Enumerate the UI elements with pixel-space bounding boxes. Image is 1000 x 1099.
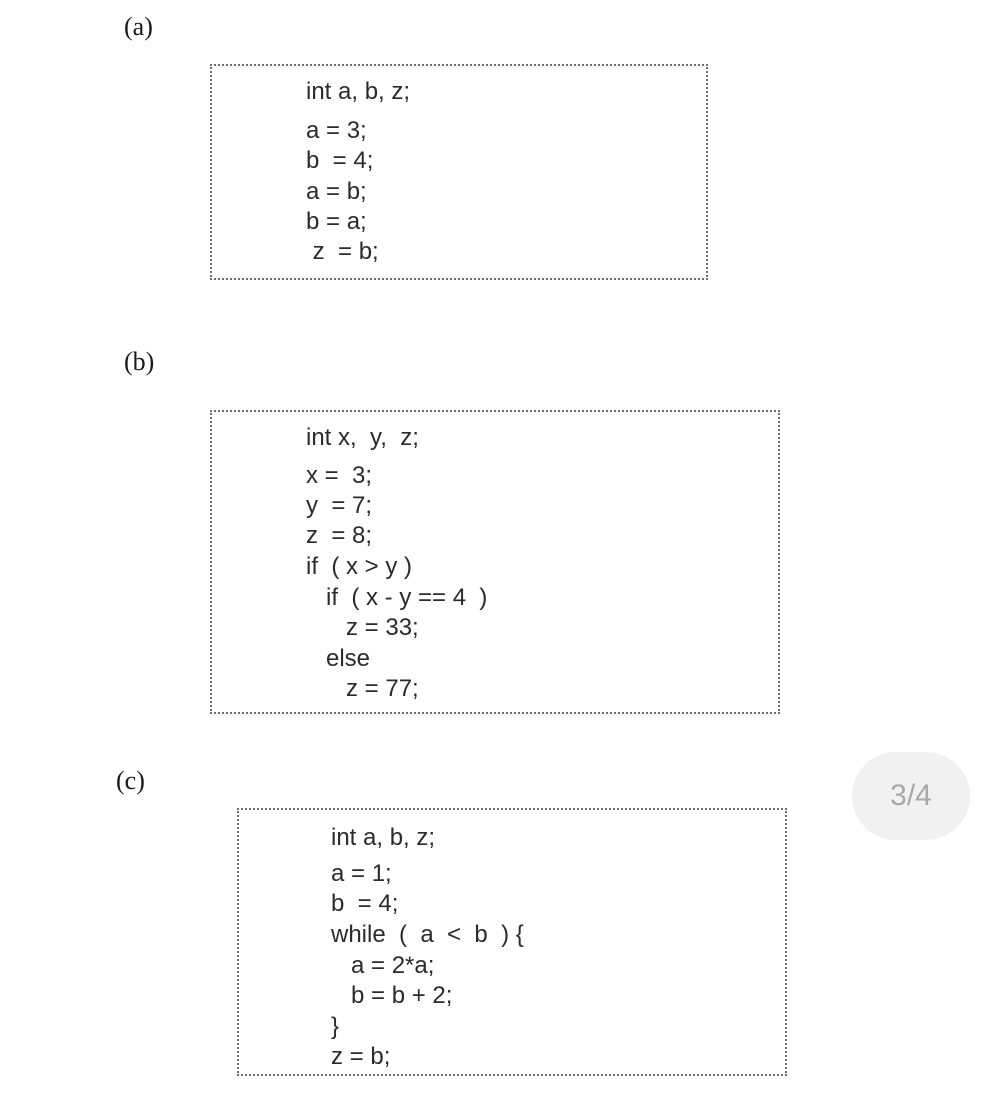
code-line: a = 2*a; — [331, 952, 435, 979]
code-line: z = b; — [306, 238, 379, 265]
section-label: (a) — [124, 12, 153, 41]
code-line: b = b + 2; — [331, 982, 453, 1009]
page-indicator[interactable]: 3/4 — [852, 752, 970, 840]
code-line: y = 7; — [306, 492, 373, 519]
code-line: b = 4; — [331, 890, 399, 917]
code-line: b = a; — [306, 208, 367, 235]
section-label: (c) — [116, 766, 145, 795]
code-line: int x, y, z; — [306, 424, 419, 451]
code-line: if ( x > y ) — [306, 553, 413, 580]
code-line: z = 8; — [306, 522, 373, 549]
code-line: } — [331, 1013, 340, 1040]
code-line: int a, b, z; — [331, 824, 436, 851]
code-line: z = 77; — [306, 675, 419, 702]
code-box — [210, 64, 708, 280]
code-line: int a, b, z; — [306, 78, 411, 105]
code-line: z = 33; — [306, 614, 419, 641]
code-line: a = 1; — [331, 860, 392, 887]
code-line: else — [306, 645, 371, 672]
code-line: a = 3; — [306, 117, 367, 144]
code-line: b = 4; — [306, 147, 374, 174]
code-line: a = b; — [306, 178, 367, 205]
code-line: while ( a < b ) { — [331, 921, 524, 948]
section-label: (b) — [124, 347, 155, 376]
code-box — [237, 808, 787, 1076]
code-line: if ( x - y == 4 ) — [306, 584, 488, 611]
code-line: x = 3; — [306, 462, 373, 489]
code-box — [210, 410, 780, 714]
code-line: z = b; — [331, 1043, 391, 1070]
